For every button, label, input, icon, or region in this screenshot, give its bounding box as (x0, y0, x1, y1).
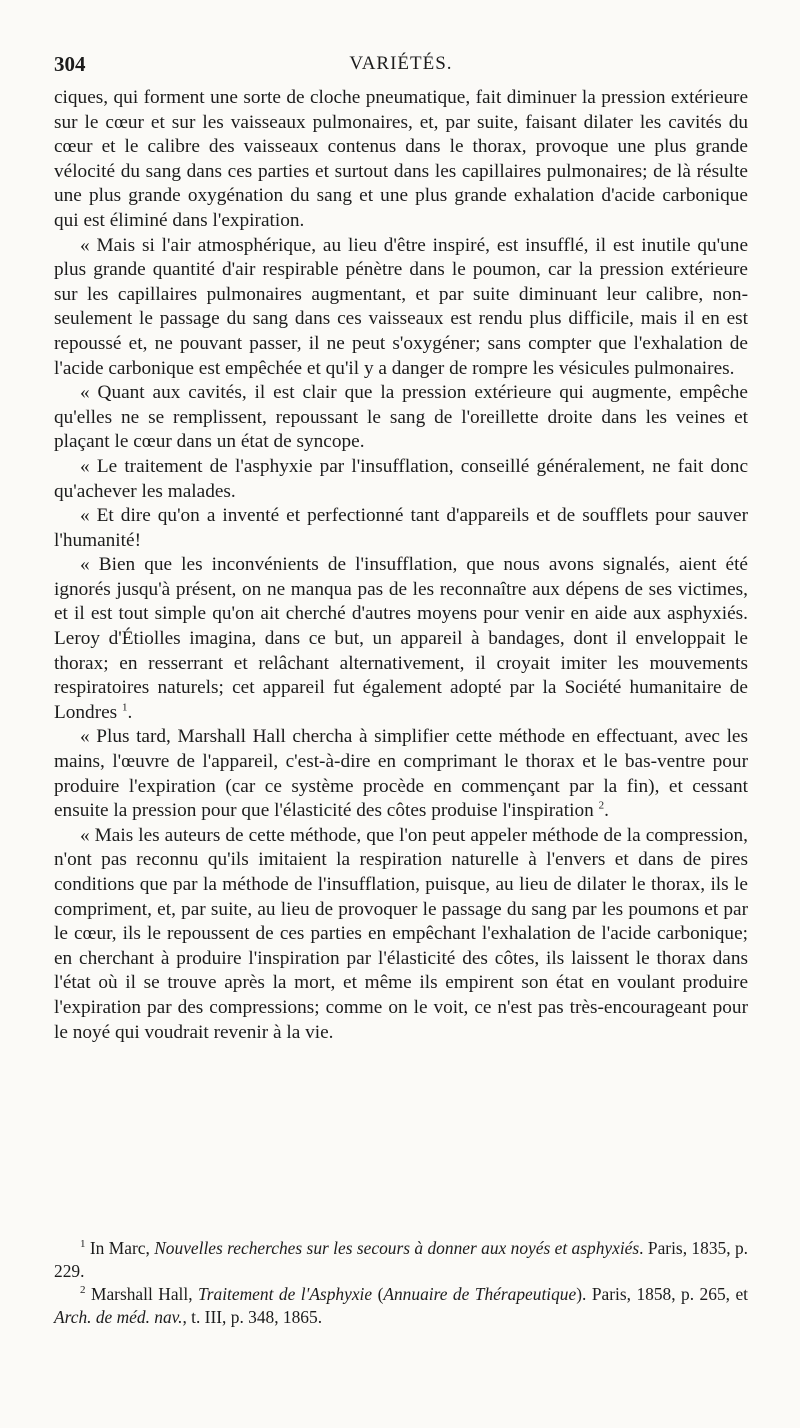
footnote-text: ( (372, 1284, 384, 1304)
running-head: VARIÉTÉS. (349, 53, 453, 74)
footnote-mark: 2 (80, 1284, 86, 1297)
paragraph-end: . (604, 800, 609, 822)
page-header (54, 52, 748, 82)
footnote (54, 1283, 748, 1329)
footnote-text: . Paris, 1835, p. 229. (54, 1238, 748, 1281)
paragraph: « Le traitement de l'asphyxie par l'insufflation, conseillé généralement, ne fait donc qu'achever les malades. (54, 455, 748, 502)
footnote-text: , t. III, p. 348, 1865. (182, 1307, 323, 1327)
paragraph-text: « Bien que les inconvénients de l'insufflation, que nous avons signalés, aient été ignorés jusqu'à présent, on ne manqua pas de les reconnaître aux dépens de ses victimes, et il est tout simple qu'on ait cherché d'autres moyens pour venir en aide aux asphyxiés. Leroy d'Étiolles imagina, dans ce but, un appareil à bandages, dont il enveloppait le thorax; en resserrant et relâchant alternativement, il croyait imiter les mouvements respiratoires naturels; cet appareil fut également adopté par la Société humanitaire de Londres (54, 554, 748, 723)
paragraph (54, 725, 748, 823)
footnote-title: Traitement de l'Asphyxie (198, 1284, 373, 1304)
footnote-title: Arch. de méd. nav. (54, 1307, 183, 1327)
paragraph-text: « Plus tard, Marshall Hall chercha à simplifier cette méthode en effectuant, avec les mains, l'œuvre de l'appareil, c'est-à-dire en comprimant le thorax et le bas-ventre pour produire l'expiration (car ce système procède en commençant par la fin), et cessant ensuite la pression pour que l'élasticité des côtes produise l'inspiration (54, 726, 748, 822)
footnote-title: Annuaire de Thérapeutique (383, 1284, 577, 1304)
body-text (54, 86, 748, 1045)
footnote-text: In Marc, (89, 1238, 155, 1258)
paragraph: « Mais si l'air atmosphérique, au lieu d'être inspiré, est insufflé, il est inutile qu'une plus grande quantité d'air respirable pénètre dans le poumon, car la pression extérieure sur les capillaires pulmonaires augmentant, et par suite diminuant leur calibre, non-seulement le passage du sang dans ces vaisseaux est rendu plus difficile, mais il en est repoussé et, ne pouvant passer, il ne peut s'oxygéner; sans compter que l'exhalation de l'acide carbonique est empêchée et qu'il y a danger de rompre les vésicules pulmonaires. (54, 234, 748, 379)
paragraph: « Quant aux cavités, il est clair que la pression extérieure qui augmente, empêche qu'elles ne se remplissent, repoussant le sang de l'oreillette droite dans les veines et plaçant le cœur dans un état de syncope. (54, 382, 748, 453)
footnote-text: Marshall Hall, (90, 1284, 199, 1304)
footnote (54, 1237, 748, 1283)
footnote-text: ). Paris, 1858, p. 265, et (576, 1284, 749, 1304)
page-number: 304 (54, 52, 86, 76)
footnote-mark: 1 (80, 1238, 86, 1251)
footnote-reference: 2 (598, 799, 605, 812)
paragraph: « Mais les auteurs de cette méthode, que l'on peut appeler méthode de la compression, n'ont pas reconnu qu'ils imitaient la respiration naturelle à l'envers et dans de pires conditions que par la méthode de l'insufflation, puisque, au lieu de dilater le thorax, ils le compriment, et, par suite, au lieu de provoquer le passage du sang par les poumons et par le cœur, ils le repoussent de ces parties en empêchant l'exhalation de l'acide carbonique; en cherchant à produire l'inspiration par l'élasticité des côtes, ils laissent le thorax dans l'état où il se trouve après la mort, et même ils empirent son état en voulant produire l'expiration par des compressions; comme on le voit, ce n'est pas très-encourageant pour le noyé qui voudrait revenir à la vie. (54, 824, 748, 1043)
paragraph-end: . (127, 701, 133, 723)
paragraph: « Et dire qu'on a inventé et perfectionné tant d'appareils et de soufflets pour sauver l'humanité! (54, 505, 748, 551)
footnote-reference: 1 (122, 701, 128, 714)
footnote-title: Nouvelles recherches sur les secours à donner aux noyés et asphyxiés (154, 1238, 640, 1258)
paragraph (54, 553, 748, 725)
paragraph: ciques, qui forment une sorte de cloche pneumatique, fait diminuer la pression extérieure sur le cœur et sur les vaisseaux pulmonaires, et, par suite, faisant dilater les cavités du cœur et le calibre des vaisseaux contenus dans le thorax, provoque une plus grande vélocité du sang dans ces parties et surtout dans les capillaires pulmonaires; de là résulte une plus grande oxygénation du sang et une plus grande exhalation d'acide carbonique qui est éliminé dans l'expiration. (54, 87, 748, 231)
footnotes (54, 1237, 748, 1329)
